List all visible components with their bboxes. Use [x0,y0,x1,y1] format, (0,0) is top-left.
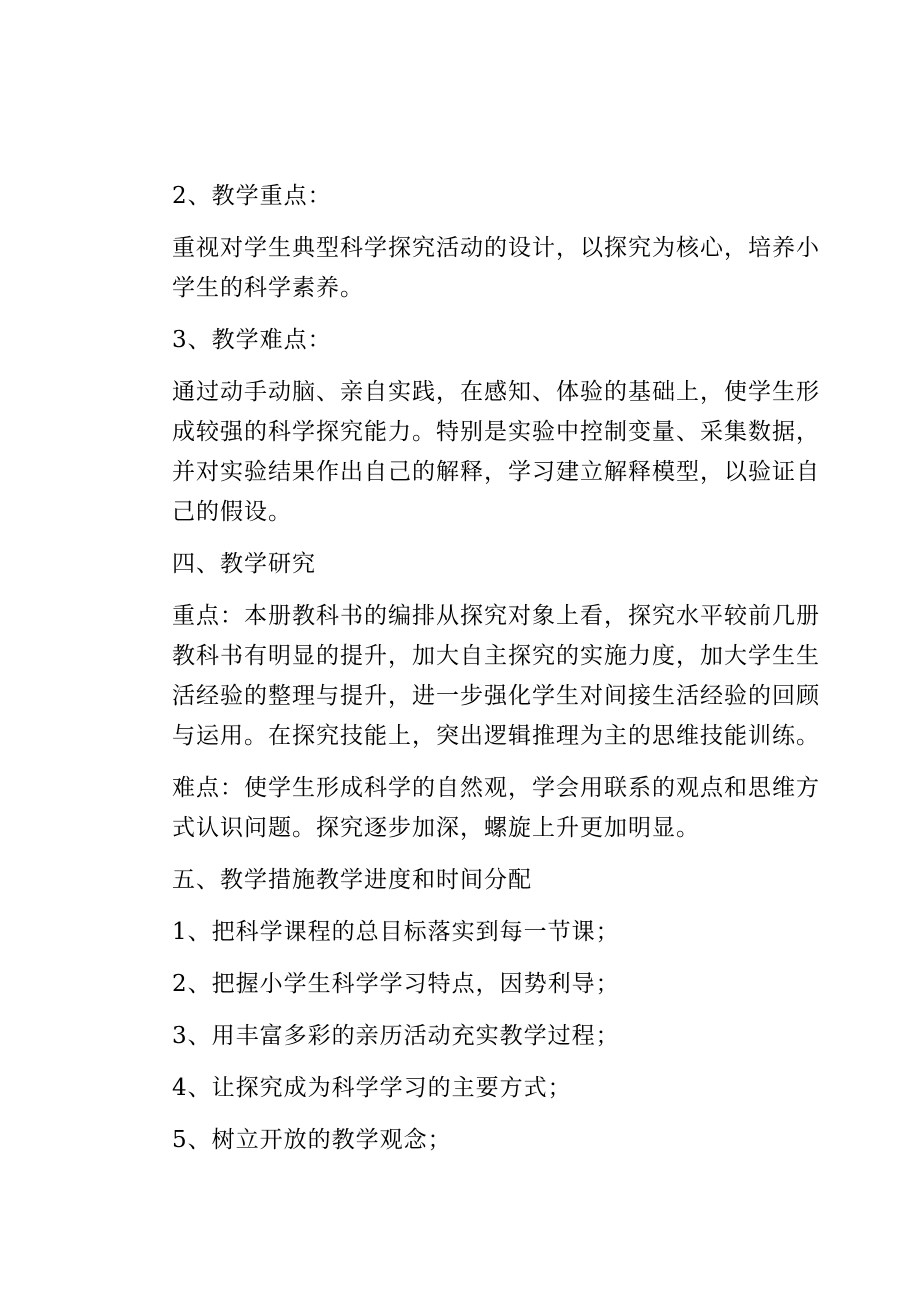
list-item-measure-2: 2、把握小学生科学学习特点，因势利导； [172,971,620,997]
paragraph-difficulties-body: 通过动手动脑、亲自实践，在感知、体验的基础上，使学生形成较强的科学探究能力。特别是实验中控制变量、采集数据，并对实验结果作出自己的解释，学习建立解释模型，以验证自己的假设。 [172,379,820,525]
subheading-teaching-key-points: 2、教学重点： [172,183,332,209]
paragraph-key-points-body: 重视对学生典型科学探究活动的设计，以探究为核心，培养小学生的科学素养。 [172,235,820,301]
section-heading-teaching-research: 四、教学研究 [172,551,316,577]
document-body [172,176,824,1160]
list-item-measure-1: 1、把科学课程的总目标落实到每一节课； [172,919,620,945]
paragraph-research-difficulties: 难点：使学生形成科学的自然观，学会用联系的观点和思维方式认识问题。探究逐步加深，螺旋上升更加明显。 [172,775,820,841]
list-item-measure-3: 3、用丰富多彩的亲历活动充实教学过程； [172,1023,620,1049]
list-item-measure-4: 4、让探究成为科学学习的主要方式； [172,1075,572,1101]
section-heading-teaching-measures: 五、教学措施教学进度和时间分配 [172,867,532,893]
subheading-teaching-difficulties: 3、教学难点： [172,327,332,353]
paragraph-research-key-points: 重点：本册教科书的编排从探究对象上看，探究水平较前几册教科书有明显的提升，加大自主探究的实施力度，加大学生生活经验的整理与提升，进一步强化学生对间接生活经验的回顾与运用。在探究技能上，突出逻辑推理为主的思维技能训练。 [172,603,820,749]
list-item-measure-5: 5、树立开放的教学观念； [172,1127,452,1153]
